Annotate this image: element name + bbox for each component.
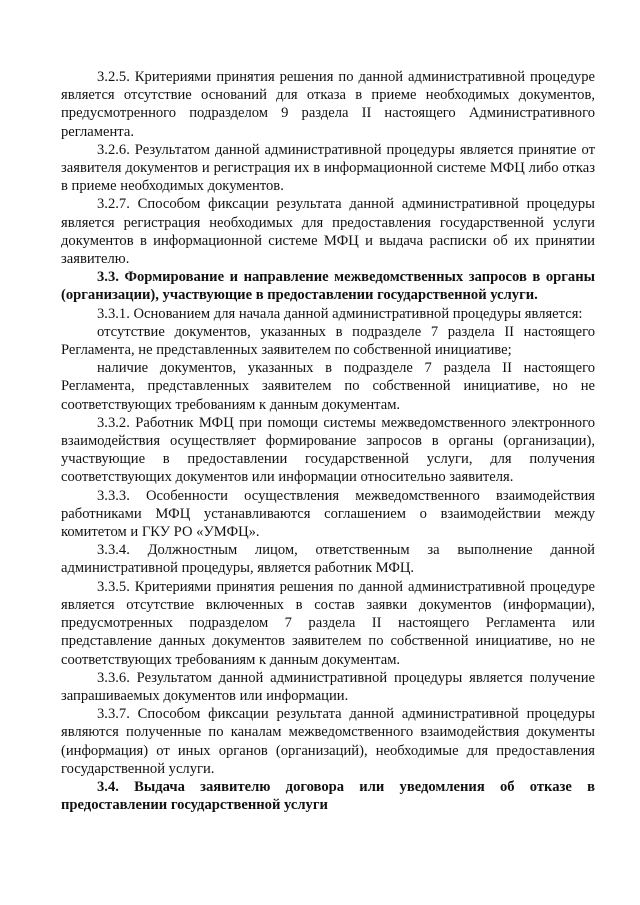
paragraph-3-3-1: 3.3.1. Основанием для начала данной административной процедуры является:	[97, 305, 583, 322]
paragraph-3-3-6: 3.3.6. Результатом данной административной процедуры является получение запрашиваемых документов или информации.	[61, 669, 595, 704]
paragraph-3-3-2: 3.3.2. Работник МФЦ при помощи системы межведомственного электронного взаимодействия осуществляет формирование запросов в органы (организации), участвующие в предоставлении государственной услуги, для получения соответствующих документов или информации относительно заявителя.	[61, 414, 595, 486]
paragraph-3-3-1-item-1: отсутствие документов, указанных в подразделе 7 раздела II настоящего Регламента, не представленных заявителем по собственной инициативе;	[61, 323, 595, 359]
section-heading-3-4: 3.4. Выдача заявителю договора или уведомления об отказе в предоставлении государственной услуги	[61, 778, 595, 814]
section-heading-3-3: 3.3. Формирование и направление межведомственных запросов в органы (организации), участвующие в предоставлении государственной услуги.	[61, 269, 595, 304]
document-page	[61, 68, 595, 814]
paragraph-3-3-7: 3.3.7. Способом фиксации результата данной административной процедуры являются полученные по каналам межведомственного взаимодействия документы (информация) от иных органов (организаций), необходимые для предоставления государственной услуги.	[61, 706, 595, 777]
paragraph-3-3-4: 3.3.4. Должностным лицом, ответственным за выполнение данной административной процедуры, является работник МФЦ.	[61, 542, 595, 577]
paragraph-3-2-6: 3.2.6. Результатом данной административной процедуры является принятие от заявителя документов и регистрация их в информационной системе МФЦ либо отказ в приеме необходимых документов.	[61, 141, 595, 195]
paragraph-3-3-3: 3.3.3. Особенности осуществления межведомственного взаимодействия работниками МФЦ устанавливаются соглашением о взаимодействии между комитетом и ГКУ РО «УМФЦ».	[61, 487, 595, 541]
paragraph-3-3-1-item-2: наличие документов, указанных в подразделе 7 раздела II настоящего Регламента, представленных заявителем по собственной инициативе, но не соответствующих требованиям к данным документам.	[61, 360, 595, 413]
paragraph-3-2-7: 3.2.7. Способом фиксации результата данной административной процедуры является регистрация необходимых для предоставления государственной услуги документов в информационной системе МФЦ и выдача расписки об их принятии заявителю.	[61, 196, 595, 268]
paragraph-3-2-5: 3.2.5. Критериями принятия решения по данной административной процедуре является отсутствие оснований для отказа в приеме необходимых документов, предусмотренного подразделом 9 раздела II настоящего Административного регламента.	[61, 69, 595, 140]
paragraph-3-3-5: 3.3.5. Критериями принятия решения по данной административной процедуре является отсутствие включенных в состав заявки документов (информации), предусмотренных подразделом 7 раздела II настоящего Регламента или представление данных документов заявителем по собственной инициативе, но не соответствующих требованиям к данным документам.	[61, 578, 595, 668]
